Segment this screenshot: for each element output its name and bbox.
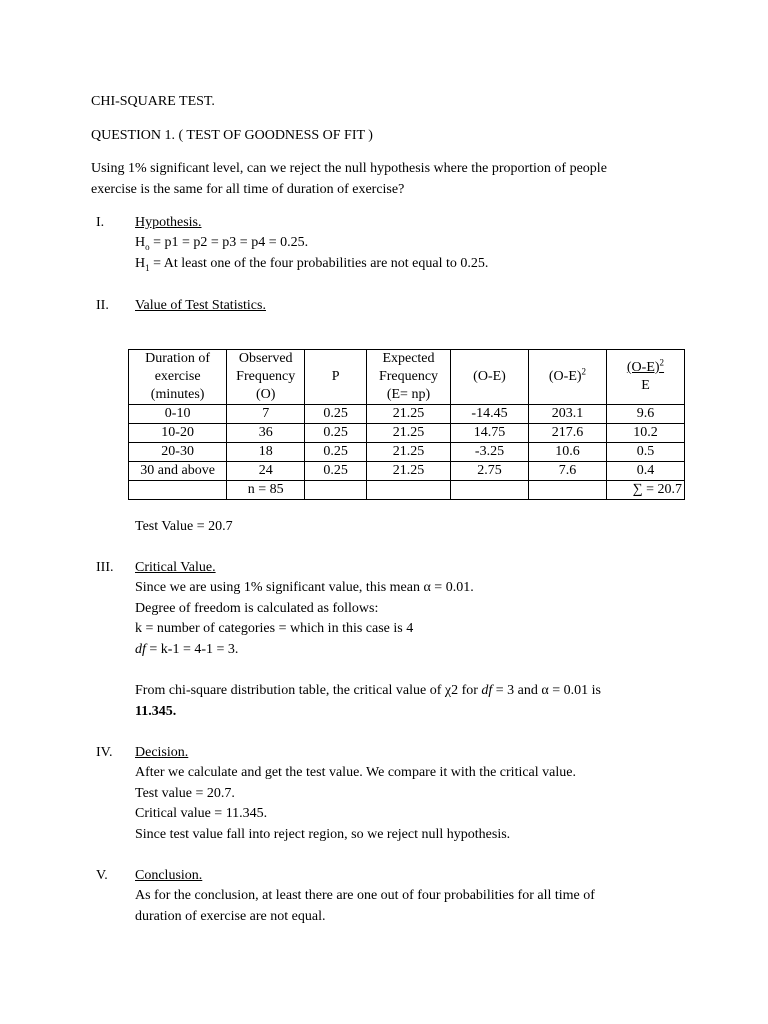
section-4-number: IV. [96, 745, 113, 760]
critical-line-3: k = number of categories = which in this case is 4 [135, 621, 414, 636]
table-cell: 36 [227, 424, 305, 443]
table-cell: 24 [227, 462, 305, 481]
table-cell [366, 481, 450, 500]
table-cell [528, 481, 606, 500]
header-observed: Observed Frequency (O) [227, 350, 305, 405]
section-2-heading: Value of Test Statistics. [135, 298, 266, 313]
decision-line-4: Since test value fall into reject region, so we reject null hypothesis. [135, 827, 511, 842]
header-o-minus-e-squared: $(O-E)^2$ [528, 350, 606, 405]
table-cell: 0.5 [606, 443, 684, 462]
question-heading: QUESTION 1. ( TEST OF GOODNESS OF FIT ) [91, 128, 373, 143]
alternative-hypothesis: $H_1 = At$ least one of the four probabilities are not equal to 0.25. [135, 256, 489, 273]
header-duration: Duration of exercise (minutes) [129, 350, 227, 405]
section-4-heading: Decision. [135, 745, 189, 760]
intro-line-2: exercise is the same for all time of duration of exercise? [91, 182, 405, 197]
intro-line-1: Using 1% significant level, can we reject the null hypothesis where the proportion of people [91, 161, 607, 176]
table-cell: 10.2 [606, 424, 684, 443]
table-row [129, 424, 685, 443]
critical-line-4: df = k-1 = 4-1 = 3. [135, 642, 239, 657]
table-cell [305, 481, 367, 500]
header-expected: Expected Frequency (E= np) [366, 350, 450, 405]
conclusion-line-2: duration of exercise are not equal. [135, 909, 326, 924]
table-row [129, 405, 685, 424]
header-p: P [305, 350, 367, 405]
critical-line-2: Degree of freedom is calculated as follows: [135, 601, 379, 616]
table-cell: 10-20 [129, 424, 227, 443]
table-cell: 217.6 [528, 424, 606, 443]
table-cell: 20-30 [129, 443, 227, 462]
table-cell: 0-10 [129, 405, 227, 424]
test-value: Test Value = 20.7 [135, 519, 233, 534]
header-chi-term: $\frac{(O-E)^2}{E}$ [606, 350, 684, 405]
table-cell: 21.25 [366, 424, 450, 443]
critical-line-5: From chi-square distribution table, the critical value of χ2 for df = 3 and α = 0.01 is [135, 683, 601, 698]
table-cell: 0.25 [305, 424, 367, 443]
conclusion-line-1: As for the conclusion, at least there are one out of four probabilities for all time of [135, 888, 595, 903]
total-sum-cell: ∑ = 20.7 [606, 481, 684, 500]
table-cell [129, 481, 227, 500]
document-title: CHI-SQUARE TEST. [91, 94, 215, 109]
table-cell: 21.25 [366, 462, 450, 481]
table-cell: 0.25 [305, 443, 367, 462]
null-hypothesis: $H_o = p1 = p2 = p3 = p4 = 0.25$. [135, 235, 309, 252]
header-o-minus-e: (O-E) [451, 350, 529, 405]
table-cell: 0.4 [606, 462, 684, 481]
table-row [129, 443, 685, 462]
table-cell: -3.25 [451, 443, 529, 462]
table-header-row [129, 350, 685, 405]
chi-square-table [128, 349, 685, 500]
table-row [129, 462, 685, 481]
table-cell: 7.6 [528, 462, 606, 481]
critical-value: 11.345. [135, 704, 177, 719]
table-cell: 0.25 [305, 405, 367, 424]
table-cell: 14.75 [451, 424, 529, 443]
table-cell [451, 481, 529, 500]
section-3-heading: Critical Value. [135, 560, 216, 575]
table-cell: 7 [227, 405, 305, 424]
table-cell: 21.25 [366, 443, 450, 462]
table-total-row [129, 481, 685, 500]
decision-line-1: After we calculate and get the test value. We compare it with the critical value. [135, 765, 576, 780]
section-2-number: II. [96, 298, 109, 313]
table-cell: 30 and above [129, 462, 227, 481]
section-3-number: III. [96, 560, 114, 575]
decision-line-2: Test value = 20.7. [135, 786, 235, 801]
table-cell: 9.6 [606, 405, 684, 424]
section-1-heading: Hypothesis. [135, 215, 202, 230]
table-cell: -14.45 [451, 405, 529, 424]
decision-line-3: Critical value = 11.345. [135, 806, 268, 821]
critical-line-1: Since we are using 1% significant value, this mean α = 0.01. [135, 580, 474, 595]
table-cell: 18 [227, 443, 305, 462]
table-cell: 203.1 [528, 405, 606, 424]
total-n-cell: n = 85 [227, 481, 305, 500]
section-5-number: V. [96, 868, 108, 883]
section-1-number: I. [96, 215, 105, 230]
table-cell: 10.6 [528, 443, 606, 462]
section-5-heading: Conclusion. [135, 868, 203, 883]
table-cell: 21.25 [366, 405, 450, 424]
table-cell: 2.75 [451, 462, 529, 481]
table-cell: 0.25 [305, 462, 367, 481]
